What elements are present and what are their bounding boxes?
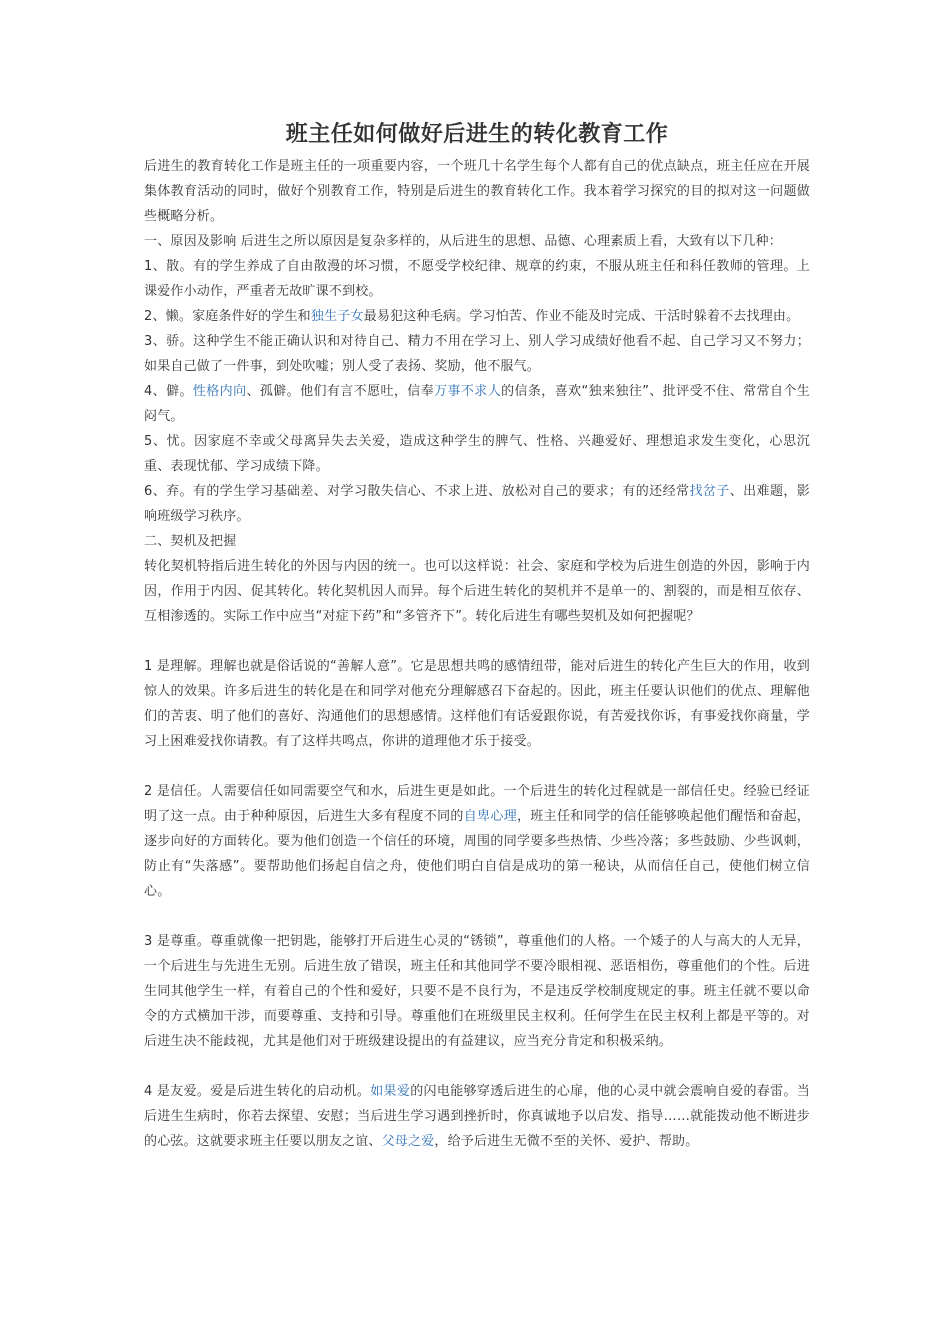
link-introvert[interactable]: 性格内向	[192, 384, 247, 399]
text-run: 5、忧。因家庭不幸或父母离异失去关爱，造成这种学生的脾气、性格、兴趣爱好、理想追求发生变化，心思沉重、表现忧郁、学习成绩下降。	[144, 434, 810, 474]
link-if-love[interactable]: 如果爱	[370, 1084, 411, 1099]
paragraph-respect	[144, 929, 810, 1054]
text-run: 4、僻。	[144, 384, 193, 399]
link-self-reliant[interactable]: 万事不求人	[434, 384, 502, 399]
spacer	[144, 904, 810, 929]
paragraph-understanding	[144, 654, 810, 754]
text-run: 后进生的教育转化工作是班主任的一项重要内容，一个班几十名学生每个人都有自己的优点缺点，班主任应在开展集体教育活动的同时，做好个别教育工作，特别是后进生的教育转化工作。我本着学习探究的目的拟对这一问题做些概略分析。	[144, 159, 810, 224]
text-run: 6、弃。有的学生学习基础差、对学习散失信心、不求上进、放松对自己的要求；有的还经常	[144, 484, 690, 499]
list-item-pi	[144, 379, 810, 429]
text-run: 一、原因及影响 后进生之所以原因是复杂多样的，从后进生的思想、品德、心理素质上看，大致有以下几种：	[144, 234, 782, 249]
text-run: 4 是友爱。爱是后进生转化的启动机。	[144, 1084, 371, 1099]
text-run: ，给予后进生无微不至的关怀、爱护、帮助。	[434, 1134, 699, 1149]
text-run: 2、懒。家庭条件好的学生和	[144, 309, 311, 324]
section-heading-causes	[144, 229, 810, 254]
spacer	[144, 629, 810, 654]
text-run: 2 是信任。人需要信任如同需要空气和水，后进生更是如此。一个后进生的转化过程就是一部信任史。经验已经证明了这一点。由于种种原因，后进生大多有程度不同的	[144, 784, 810, 824]
section-heading-opportunity	[144, 529, 810, 554]
paragraph-opportunity	[144, 554, 810, 629]
document-title: 班主任如何做好后进生的转化教育工作	[285, 122, 669, 147]
list-item-you	[144, 429, 810, 479]
text-run: 、孤僻。他们有言不愿吐，信奉	[246, 384, 435, 399]
text-run: 转化契机特指后进生转化的外因与内因的统一。也可以这样说：社会、家庭和学校为后进生创造的外因，影响于内因，作用于内因、促其转化。转化契机因人而异。每个后进生转化的契机并不是单一的、割裂的，而是相互依存、互相渗透的。实际工作中应当“对症下药”和“多管齐下”。转化后进生有哪些契机及如何把握呢？	[144, 559, 810, 624]
text-run: 二、契机及把握	[144, 534, 237, 549]
paragraph-love	[144, 1079, 810, 1154]
link-parental-love[interactable]: 父母之爱	[381, 1134, 435, 1149]
text-run: 的闪电能够穿透后进生的心扉，他的心灵中就会震响自爱的春雷。当后进生生病时，你若去探望、安慰；当后进生学习遇到挫折时，你真诚地予以启发、指导……就能拨动他不断进步的心弦。这就要求班主任要以朋友之谊、	[144, 1084, 810, 1149]
text-run: 1 是理解。理解也就是俗话说的“善解人意”。它是思想共鸣的感情纽带，能对后进生的转化产生巨大的作用，收到惊人的效果。许多后进生的转化是在和同学对他充分理解感召下奋起的。因此，班主任要认识他们的优点、理解他们的苦衷、明了他们的喜好、沟通他们的思想感情。这样他们有话爱跟你说，有苦爱找你诉，有事爱找你商量，学习上困难爱找你请教。有了这样共鸣点，你讲的道理他才乐于接受。	[144, 659, 810, 749]
link-only-child[interactable]: 独生子女	[310, 309, 364, 324]
text-run: 的信条，喜欢“独来独往”、批评受不住、常常自个生闷气。	[144, 384, 810, 424]
list-item-san	[144, 254, 810, 304]
spacer	[144, 1054, 810, 1079]
text-run: 最易犯这种毛病。学习怕苦、作业不能及时完成、干活时躲着不去找理由。	[363, 309, 800, 324]
spacer	[144, 754, 810, 779]
text-run: 1、散。有的学生养成了自由散漫的坏习惯，不愿受学校纪律、规章的约束，不服从班主任和科任教师的管理。上课爱作小动作，严重者无故旷课不到校。	[144, 259, 810, 299]
paragraph-trust	[144, 779, 810, 904]
text-run: ，班主任和同学的信任能够唤起他们醒悟和奋起，逐步向好的方面转化。要为他们创造一个信任的环境，周围的同学要多些热情、少些冷落；多些鼓励、少些讽刺，防止有“失落感”。要帮助他们扬起自信之舟，使他们明白自信是成功的第一秘诀，从而信任自己，使他们树立信心。	[144, 809, 810, 899]
paragraph-intro	[144, 154, 810, 229]
link-inferiority[interactable]: 自卑心理	[463, 809, 518, 824]
link-find-fault[interactable]: 找岔子	[689, 484, 730, 499]
text-run: 、出难题，影响班级学习秩序。	[144, 484, 810, 524]
list-item-jiao	[144, 329, 810, 379]
list-item-lan	[144, 304, 810, 329]
text-run: 3 是尊重。尊重就像一把钥匙，能够打开后进生心灵的“锈锁”，尊重他们的人格。一个矮子的人与高大的人无异，一个后进生与先进生无别。后进生放了错误，班主任和其他同学不要冷眼相视、恶语相伤，尊重他们的个性。后进生同其他学生一样，有着自己的个性和爱好，只要不是不良行为，不是违反学校制度规定的事。班主任就不要以命令的方式横加干涉，而要尊重、支持和引导。尊重他们在班级里民主权利。任何学生在民主权利上都是平等的。对后进生决不能歧视，尤其是他们对于班级建设提出的有益建议，应当充分肯定和积极采纳。	[144, 934, 810, 1049]
text-run: 3、骄。这种学生不能正确认识和对待自己、精力不用在学习上、别人学习成绩好他看不起、自己学习又不努力；如果自己做了一件事，到处吹嘘；别人受了表扬、奖励，他不服气。	[144, 334, 810, 374]
list-item-qi	[144, 479, 810, 529]
document-page	[144, 118, 810, 1154]
